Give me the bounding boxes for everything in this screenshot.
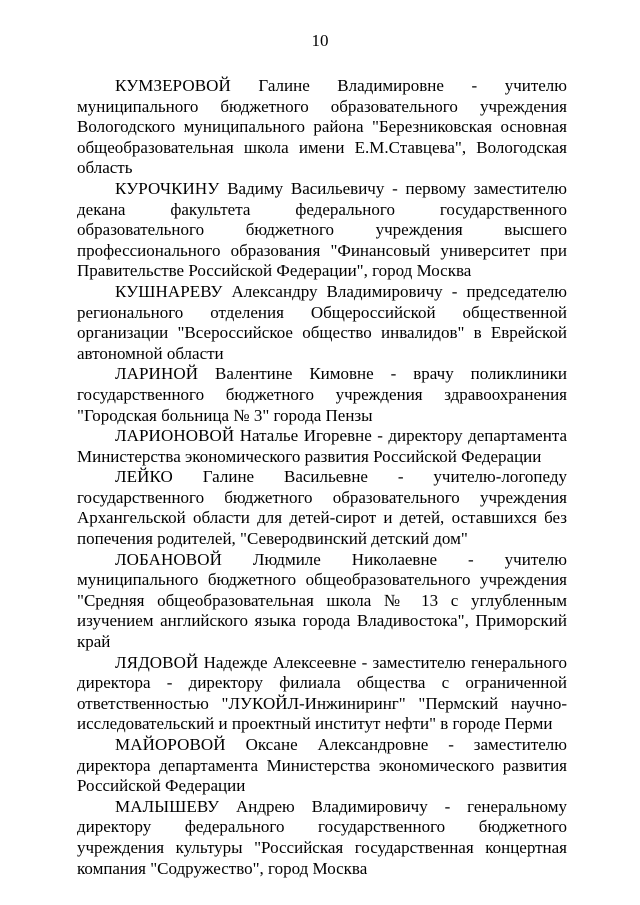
list-item (77, 653, 567, 735)
entry-details: Валентине Кимовне - врачу поликлиники государственного бюджетного учреждения здравоохранения "Городская больница № 3" города Пензы (77, 364, 567, 425)
entry-details: Андрею Владимировичу - генеральному директору федерального государственного бюджетного учреждения культуры "Российская государственная концертная компания "Содружество", город Москва (77, 796, 567, 878)
entry-details: Людмиле Николаевне - учителю муниципального бюджетного общеобразовательного учреждения "Средняя общеобразовательная школа № 13 с углубленным изучением английского языка города Владивостока", Приморский край (77, 549, 567, 652)
list-item (77, 282, 567, 364)
entry-details: Наталье Игоревне - директору департамента Министерства экономического развития Российской Федерации (77, 426, 567, 466)
entry-surname: МАЙОРОВОЙ (115, 735, 226, 754)
entry-details: Оксане Александровне - заместителю директора департамента Министерства экономического развития Российской Федерации (77, 735, 567, 796)
list-item (77, 426, 567, 467)
entry-surname: КУШНАРЕВУ (115, 281, 223, 301)
entry-surname: ЛЕЙКО (115, 467, 173, 487)
entry-surname: ЛАРИОНОВОЙ (115, 426, 235, 446)
award-list (77, 76, 567, 879)
page-number: 10 (311, 31, 329, 50)
list-item (77, 179, 567, 282)
entry-surname: ЛОБАНОВОЙ (115, 549, 222, 569)
list-item (77, 364, 567, 426)
entry-details: Галине Владимировне - учителю муниципального бюджетного образовательного учреждения Вологодского муниципального района "Березниковская основная общеобразовательная школа имени Е.М.Ставцева", Вологодская область (77, 76, 567, 178)
entry-surname: ЛАРИНОЙ (115, 364, 199, 384)
list-item (77, 550, 567, 653)
list-item (77, 735, 567, 797)
entry-surname: МАЛЫШЕВУ (115, 796, 220, 816)
list-item (77, 467, 567, 549)
entry-surname: ЛЯДОВОЙ (115, 652, 199, 672)
list-item (77, 797, 567, 879)
entry-details: Надежде Алексеевне - заместителю генерального директора - директору филиала общества с ограниченной ответственностью "ЛУКОЙЛ-Инжиниринг" "Пермский научно-исследовательский и проектный институт нефти" в городе Перми (77, 652, 567, 734)
entry-surname: КУМЗЕРОВОЙ (115, 76, 231, 95)
entry-details: Александру Владимировичу - председателю регионального отделения Общероссийской общественной организации "Всероссийское общество инвалидов" в Еврейской автономной области (77, 281, 567, 363)
entry-surname: КУРОЧКИНУ (115, 178, 220, 198)
entry-details: Вадиму Васильевичу - первому заместителю декана факультета федерального государственного образовательного бюджетного учреждения высшего профессионального образования "Финансовый университет при Правительстве Российской Федерации", город Москва (77, 178, 567, 281)
list-item (77, 76, 567, 179)
entry-details: Галине Васильевне - учителю-логопеду государственного бюджетного образовательного учреждения Архангельской области для детей-сирот и детей, оставшихся без попечения родителей, "Северодвинский детский дом" (77, 467, 567, 549)
